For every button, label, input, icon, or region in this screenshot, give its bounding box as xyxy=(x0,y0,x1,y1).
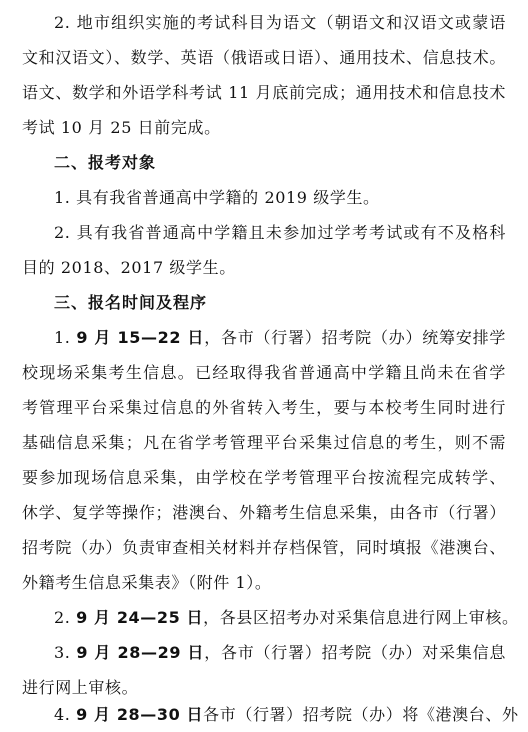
text: 2. 具有我省普通高中学籍且未参加过学考考试或有不及格科 xyxy=(54,223,506,242)
text: 休学、复学等操作；港澳台、外籍考生信息采集，由各市（行署） xyxy=(22,503,506,522)
text: 考管理平台采集过信息的外省转入考生，要与本校考生同时进行 xyxy=(22,398,506,417)
text: 目的 2018、2017 级学生。 xyxy=(22,258,236,277)
text: 要参加现场信息采集，由学校在学考管理平台按流程完成转学、 xyxy=(22,468,506,487)
paragraph-line xyxy=(22,216,506,250)
list-number: 1. xyxy=(54,328,77,347)
text: ，各县区招考办对采集信息进行网上审核。 xyxy=(203,608,519,627)
text: 语文、数学和外语学科考试 11 月底前完成；通用技术和信息技术 xyxy=(22,83,506,102)
paragraph-line xyxy=(22,698,519,732)
paragraph-line xyxy=(22,6,506,40)
paragraph-line xyxy=(22,251,506,285)
text: 进行网上审核。 xyxy=(22,678,139,697)
paragraph-line xyxy=(22,566,506,600)
paragraph-line xyxy=(22,426,506,460)
paragraph-line xyxy=(22,76,506,110)
text: ，各市（行署）招考院（办）统筹安排学 xyxy=(204,328,506,347)
text: 外籍考生信息采集表》（附件 1）。 xyxy=(22,573,272,592)
text: 文和汉语文）、数学、英语（俄语或日语）、通用技术、信息技术。 xyxy=(22,48,506,67)
paragraph-line xyxy=(22,321,506,355)
text: ，各市（行署）招考院（办）对采集信息 xyxy=(204,643,506,662)
text: 招考院（办）负责审查相关材料并存档保管，同时填报《港澳台、 xyxy=(22,538,506,557)
list-number: 4. xyxy=(54,705,77,724)
text: 考试 10 月 25 日前完成。 xyxy=(22,118,221,137)
text: 各市（行署）招考院（办）将《港澳台、外 xyxy=(203,705,519,724)
text: 1. 具有我省普通高中学籍的 2019 级学生。 xyxy=(54,188,380,207)
section-heading: 三、报名时间及程序 xyxy=(54,293,208,312)
text: 2. 地市组织实施的考试科目为语文（朝语文和汉语文或蒙语 xyxy=(54,13,506,32)
paragraph-line xyxy=(22,41,506,75)
paragraph-line xyxy=(22,111,506,145)
text: 校现场采集考生信息。已经取得我省普通高中学籍且尚未在省学 xyxy=(22,363,506,382)
list-number: 3. xyxy=(54,643,77,662)
date-highlight: 9 月 28—29 日 xyxy=(76,643,205,662)
paragraph-line xyxy=(22,461,506,495)
paragraph-line xyxy=(22,496,506,530)
paragraph-line xyxy=(22,391,506,425)
paragraph-line xyxy=(22,356,506,390)
paragraph-line xyxy=(22,636,506,670)
text: 基础信息采集；凡在省学考管理平台采集过信息的考生，则不需 xyxy=(22,433,506,452)
date-highlight: 9 月 15—22 日 xyxy=(76,328,205,347)
date-highlight: 9 月 24—25 日 xyxy=(76,608,204,627)
list-number: 2. xyxy=(54,608,77,627)
date-highlight: 9 月 28—30 日 xyxy=(76,705,204,724)
paragraph-line xyxy=(22,601,519,635)
paragraph-line xyxy=(22,181,506,215)
section-heading: 二、报考对象 xyxy=(54,153,157,172)
paragraph-line xyxy=(22,531,506,565)
